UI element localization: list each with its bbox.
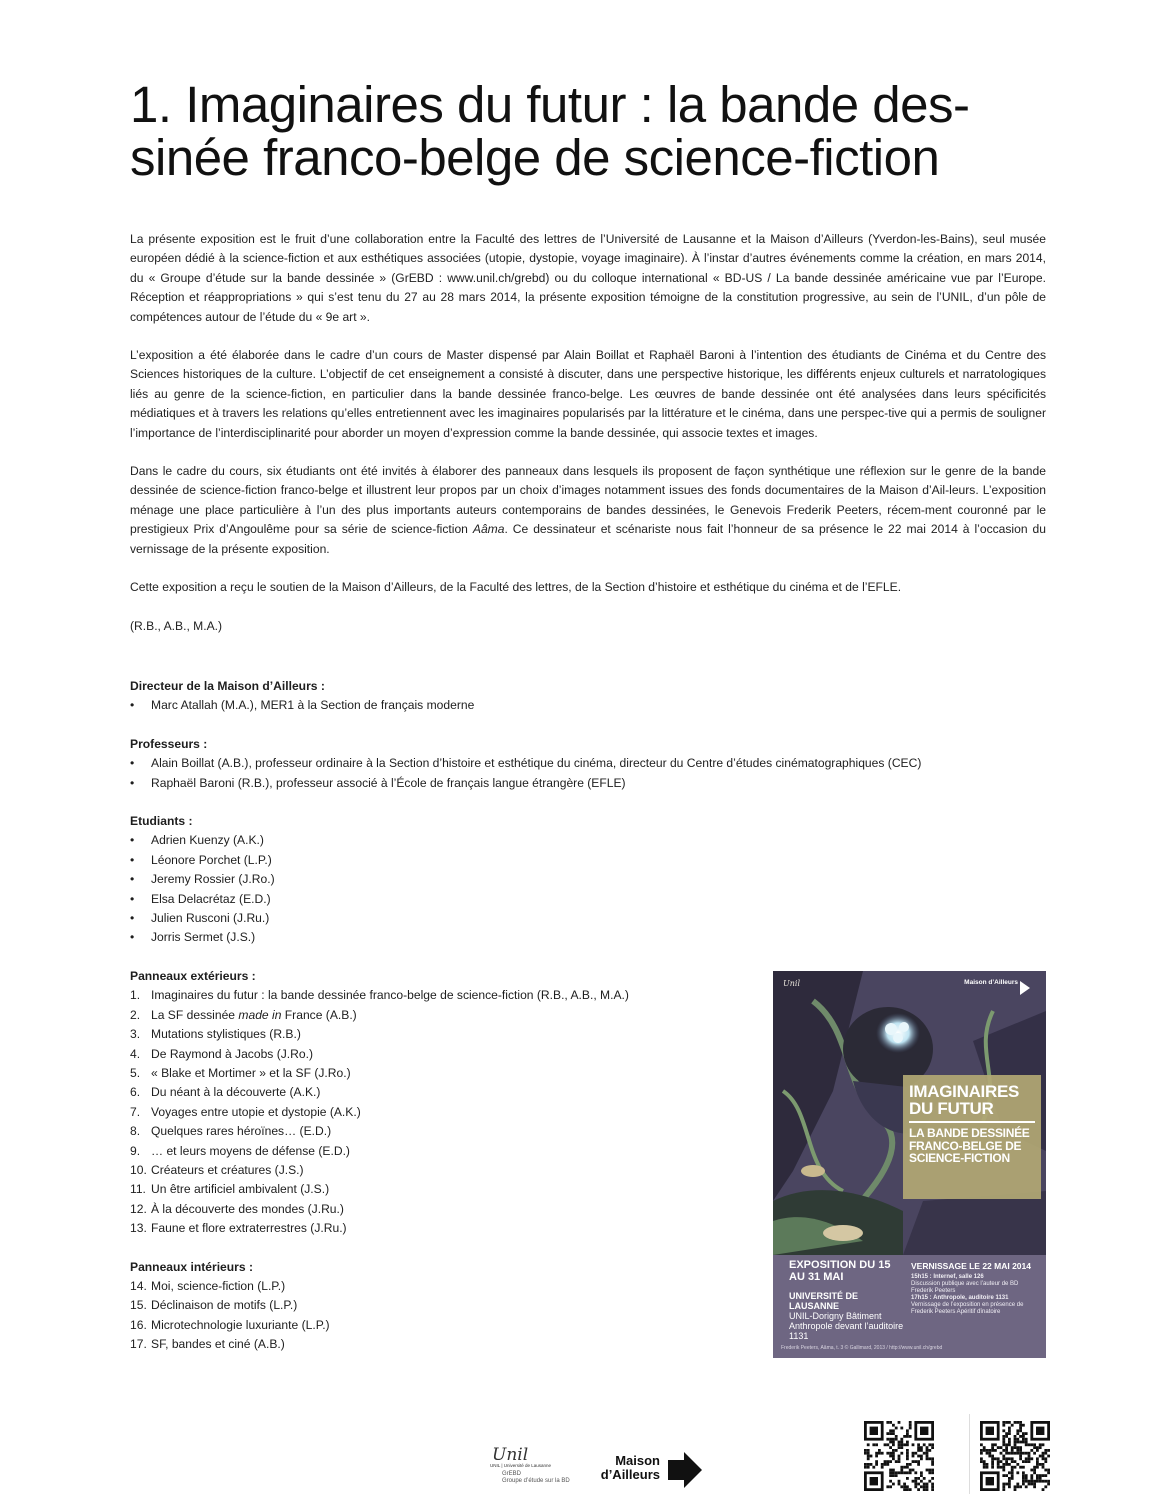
list-item-text: Jorris Sermet (J.S.) [151, 930, 256, 945]
list-item [130, 1103, 770, 1122]
item-number: 11. [130, 1182, 146, 1197]
exterior-panels-list [130, 986, 770, 1238]
list-item-text: Créateurs et créatures (J.S.) [151, 1162, 304, 1177]
series-title: Aâma [472, 522, 505, 537]
list-item-text: Marc Atallah (M.A.), MER1 à la Section de français moderne [151, 698, 475, 713]
schedule-time: 15h15 : Internef, salle 126 [911, 1274, 984, 1280]
list-item-text: « Blake et Mortimer » et la SF (J.Ro.) [151, 1065, 351, 1080]
bullet-marker: • [130, 872, 135, 887]
list-item [130, 928, 770, 947]
list-item [130, 1025, 770, 1044]
maison-ailleurs-logo [588, 1452, 708, 1488]
list-item [130, 1200, 770, 1219]
students-section [130, 812, 770, 948]
list-item-text: Du néant à la découverte (A.K.) [151, 1085, 321, 1100]
list-item [130, 851, 770, 870]
maison-wordmark [601, 1454, 660, 1482]
page-title [130, 78, 1060, 184]
poster-credit: Frederik Peeters, Aâma, t. 3 © Gallimard, 2013 / http://www.unil.ch/grebd [781, 1345, 943, 1351]
list-item-text: Déclinaison de motifs (L.P.) [151, 1298, 298, 1313]
item-number: 4. [130, 1046, 141, 1061]
unil-subtitle: UNIL | Université de Lausanne [490, 1463, 552, 1468]
director-label: Directeur de la Maison d’Ailleurs : [130, 679, 325, 693]
exhibition-poster [773, 971, 1046, 1358]
poster-venue-name: UNIVERSITÉ DE LAUSANNE [789, 1291, 859, 1311]
item-number: 3. [130, 1027, 141, 1042]
list-item [130, 1083, 770, 1102]
schedule-text: Vernissage de l’exposition en présence de Frederik Peeters Apéritif dînatoire [911, 1302, 1024, 1315]
list-item-text: Léonore Porchet (L.P.) [151, 852, 272, 867]
list-item-text: Elsa Delacrétaz (E.D.) [151, 891, 271, 906]
bullet-marker: • [130, 911, 135, 926]
bullet-marker: • [130, 756, 135, 771]
qr-code-icon[interactable] [980, 1421, 1050, 1491]
maison-line-1: Maison [615, 1453, 660, 1468]
list-item-text: SF, bandes et ciné (A.B.) [151, 1337, 285, 1352]
item-number: 8. [130, 1124, 141, 1139]
item-number: 6. [130, 1085, 141, 1100]
item-number: 16. [130, 1317, 147, 1332]
list-item-text: Julien Rusconi (J.Ru.) [151, 911, 270, 926]
list-item-text: Alain Boillat (A.B.), professeur ordinaire à la Section d’histoire et esthétique du cinéma, directeur du Centre d’études cinématographiques (CEC) [151, 756, 922, 771]
list-item-text: Imaginaires du futur : la bande dessinée franco-belge de science-fiction (R.B., A.B., M.A.) [151, 988, 629, 1003]
item-number: 1. [130, 988, 141, 1003]
list-item-text: De Raymond à Jacobs (J.Ro.) [151, 1046, 313, 1061]
list-item-text: Faune et flore extraterrestres (J.Ru.) [151, 1221, 347, 1236]
poster-rule [909, 1121, 1035, 1123]
list-item-text: Raphaël Baroni (R.B.), professeur associé à l’École de français langue étrangère (EFLE) [151, 775, 626, 790]
director-section [130, 677, 770, 716]
poster-vernissage: VERNISSAGE LE 22 MAI 2014 [911, 1261, 1031, 1271]
list-item [130, 870, 770, 889]
list-item-text: Quelques rares héroïnes… (E.D.) [151, 1124, 332, 1139]
list-item [130, 774, 770, 793]
grebd-label [502, 1471, 570, 1485]
arrow-icon [666, 1452, 704, 1488]
intro-signature: (R.B., A.B., M.A.) [130, 618, 223, 633]
item-number: 17. [130, 1337, 147, 1352]
list-item-text: La SF dessinée [151, 1007, 239, 1022]
list-item [130, 1064, 770, 1083]
arrow-icon [1020, 981, 1030, 995]
list-item-text: France (A.B.) [281, 1007, 357, 1022]
list-item-text: À la découverte des mondes (J.Ru.) [151, 1201, 344, 1216]
list-item-text: Mutations stylistiques (R.B.) [151, 1027, 301, 1042]
interior-panels-list [130, 1277, 770, 1355]
grebd-subtitle: Groupe d’étude sur la BD [502, 1478, 570, 1484]
director-list [130, 696, 770, 715]
intro-text-span: . Ce dessinateur et scénariste nous fait l’honneur de sa présence le 22 mai 2014 à l’occasion du vernissage de la présente exposition. [130, 522, 1046, 556]
poster-dates: EXPOSITION DU 15 AU 31 MAI [789, 1259, 891, 1283]
list-item [130, 1180, 770, 1199]
list-item [130, 696, 770, 715]
item-number: 5. [130, 1065, 141, 1080]
list-item [130, 1122, 770, 1141]
exterior-panels-section [130, 967, 770, 1239]
list-item-text: made in [238, 1007, 282, 1022]
bullet-marker: • [130, 891, 135, 906]
list-item [130, 890, 770, 909]
list-item-text: Adrien Kuenzy (A.K.) [151, 833, 264, 848]
interior-panels-label: Panneaux intérieurs : [130, 1259, 253, 1274]
list-item-text: … et leurs moyens de défense (E.D.) [151, 1143, 350, 1158]
qr-code-icon[interactable] [864, 1421, 934, 1491]
list-item [130, 1219, 770, 1238]
list-item-text: Moi, science-fiction (L.P.) [151, 1278, 286, 1293]
item-number: 9. [130, 1143, 141, 1158]
list-item-text: Microtechnologie luxuriante (L.P.) [151, 1317, 330, 1332]
bullet-marker: • [130, 775, 135, 790]
item-number: 14. [130, 1278, 147, 1293]
intro-text [130, 230, 1046, 655]
professors-list [130, 754, 922, 793]
poster-schedule [911, 1274, 1039, 1316]
students-list [130, 831, 770, 947]
professors-section [130, 735, 922, 793]
poster-subtitle: LA BANDE DESSINÉE FRANCO-BELGE DE SCIENCE-FICTION [909, 1126, 1030, 1165]
item-number: 12. [130, 1201, 147, 1216]
list-item-text: Jeremy Rossier (J.Ro.) [151, 872, 275, 887]
item-number: 2. [130, 1007, 141, 1022]
list-item [130, 1296, 770, 1315]
list-item [130, 1335, 770, 1354]
schedule-text: Discussion publique avec l’auteur de BD Frederik Peeters [911, 1281, 1019, 1294]
students-label: Etudiants : [130, 814, 193, 829]
professors-label: Professeurs : [130, 736, 208, 751]
bullet-marker: • [130, 930, 135, 945]
list-item-text: Un être artificiel ambivalent (J.S.) [151, 1182, 330, 1197]
unil-logo [488, 1446, 583, 1488]
intro-paragraph: La présente exposition est le fruit d’une collaboration entre la Faculté des lettres de l’Université de Lausanne et la Maison d’Ailleurs (Yverdon-les-Bains), seul musée européen dédié à la science-fiction et aux esthétiques associées (utopie, dystopie, voyage imaginaire). À l’instar d’autres événements comme la création, en mars 2014, du « Groupe d’étude sur la bande dessinée » (GrEBD : www.unil.ch/grebd) ou du colloque international « BD-US / La bande dessinée américaine vue par l’Europe. Réception et réappropriations » qui s’est tenu du 27 au 28 mars 2014, la présente exposition témoigne de la constitution progressive, au sein de l’UNIL, d’un pôle de compétences autour de l’étude du « 9e art ». [130, 232, 1046, 324]
poster-maison-logo: Maison d’Ailleurs [964, 979, 1018, 986]
poster-venue-detail: UNIL-Dorigny Bâtiment Anthropole devant l’auditoire 1131 [789, 1311, 904, 1341]
intro-paragraph: L’exposition a été élaborée dans le cadre d’un cours de Master dispensé par Alain Boillat et Raphaël Baroni à l’intention des étudiants de Cinéma et du Centre des Sciences historiques de la culture. L’objectif de cet enseignement a consisté à discuter, dans une perspective historique, les différents enjeux culturels et narratologiques liés au genre de la science-fiction, en particulier dans la bande dessinée franco-belge. Les œuvres de bande dessinée ont été analysées dans leurs spécificités médiatiques et à travers les relations qu’elles entretiennent avec les imaginaires popularisés par la littérature et le cinéma, dans une perspec-tive qui a permis de souligner l’importance de l’interdisciplinarité pour aborder un moyen d’expression comme la bande dessinée, qui associe textes et images. [130, 348, 1046, 440]
poster-title-box [903, 1075, 1041, 1199]
item-number: 13. [130, 1221, 147, 1236]
list-item [130, 754, 922, 773]
bullet-marker: • [130, 698, 135, 713]
title-line-2: sinée franco-belge de science-fiction [130, 129, 940, 186]
list-item [130, 1045, 770, 1064]
intro-paragraph: Cette exposition a reçu le soutien de la Maison d’Ailleurs, de la Faculté des lettres, de la Section d’histoire et esthétique du cinéma et de l’EFLE. [130, 580, 902, 595]
interior-panels-section [130, 1258, 770, 1355]
divider [969, 1414, 970, 1494]
bullet-marker: • [130, 833, 135, 848]
list-item [130, 1142, 770, 1161]
list-item [130, 1161, 770, 1180]
list-item [130, 986, 770, 1005]
poster-title: IMAGINAIRES DU FUTUR [909, 1082, 1020, 1118]
list-item [130, 909, 770, 928]
item-number: 15. [130, 1298, 147, 1313]
grebd-name: GrEBD [502, 1471, 522, 1477]
item-number: 7. [130, 1104, 141, 1119]
item-number: 10. [130, 1162, 147, 1177]
list-item-text: Voyages entre utopie et dystopie (A.K.) [151, 1104, 361, 1119]
bullet-marker: • [130, 852, 135, 867]
schedule-time: 17h15 : Anthropole, auditoire 1131 [911, 1295, 1009, 1301]
intro-paragraph [130, 462, 1046, 559]
poster-venue [789, 1291, 909, 1341]
list-item [130, 1006, 770, 1025]
title-line-1: 1. Imaginaires du futur : la bande des- [130, 76, 970, 133]
list-item [130, 1277, 770, 1296]
unil-wordmark: Unil [492, 1445, 529, 1465]
list-item [130, 1316, 770, 1335]
poster-unil-logo: Unil [783, 979, 801, 988]
maison-line-2: d’Ailleurs [600, 1467, 660, 1482]
exterior-panels-label: Panneaux extérieurs : [130, 968, 256, 983]
intro-text-span: Dans le cadre du cours, six étudiants ont été invités à élaborer des panneaux dans lesquels ils proposent de façon synthétique une réflexion sur le genre de la bande dessinée de science-fiction franco-belge et illustrent leur propos par un choix d’images notamment issues des fonds documentaires de la Maison d’Ail-leurs. L’exposition ménage une place particulière à l’un des plus importants auteurs contemporains de bandes dessinées, le Genevois Frederik Peeters, récem-ment couronné par le prestigieux Prix d’Angoulême pour sa série de science-fiction [130, 464, 1046, 537]
list-item [130, 831, 770, 850]
